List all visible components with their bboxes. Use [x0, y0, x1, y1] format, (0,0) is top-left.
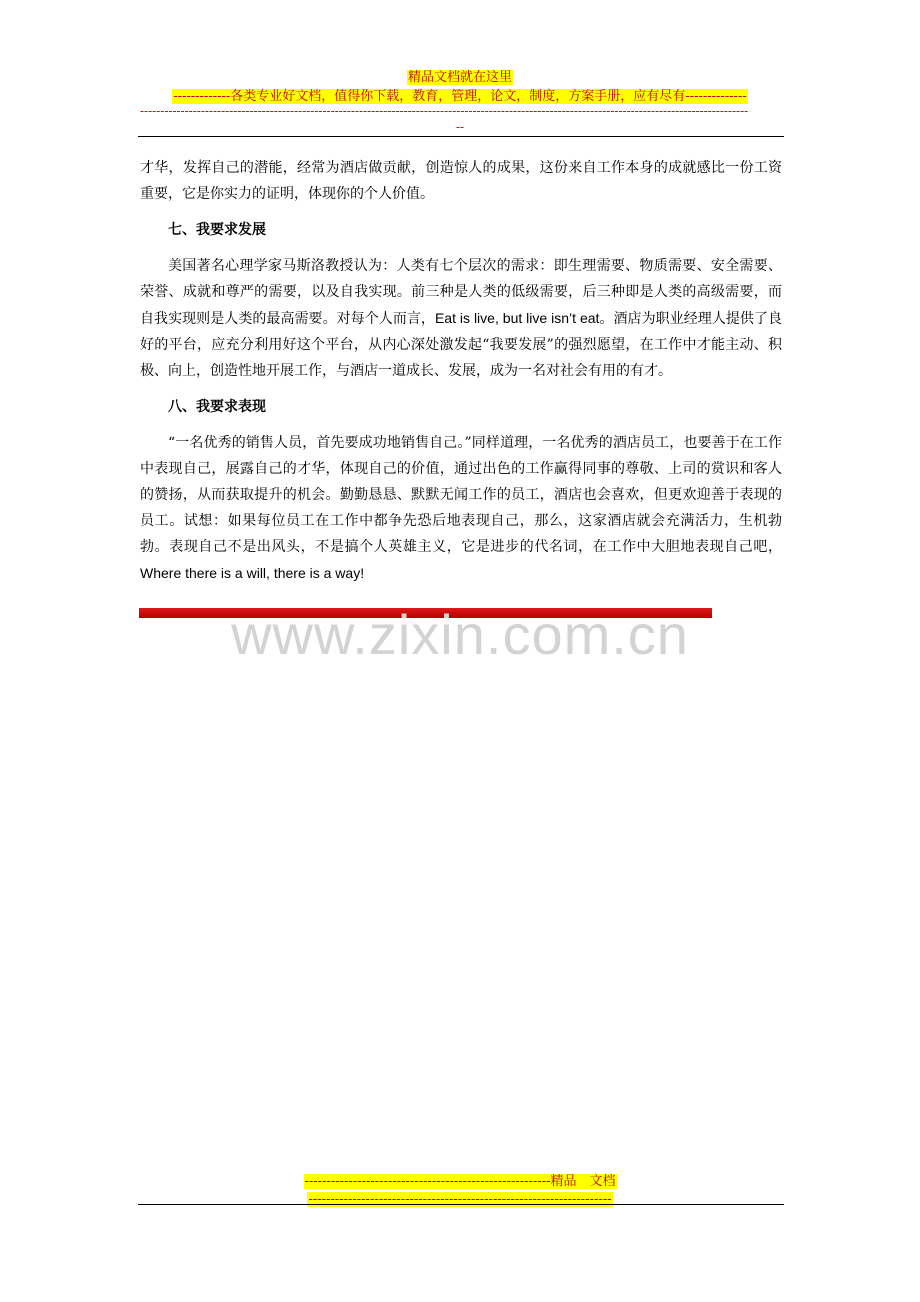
- header-subtitle: [0, 85, 920, 105]
- document-body: [140, 155, 782, 587]
- paragraph-7-text-a: 美国著名心理学家马斯洛教授认为：人类有七个层次的需求：即生理需要、物质需要、安全需要、荣誉、成就和尊严的需要，以及自我实现。前三种是人类的低级需要，后三种即是人类的高级需要，而自我实现则是人类的最高需要。对每个人而言，: [140, 258, 782, 327]
- footer-line2-text: ---------------------------------------------------------------------: [308, 1192, 612, 1207]
- footer-line1-text: --------------------------------------------------------精品 文档: [304, 1174, 616, 1189]
- section-heading-7: 七、我要求发展: [168, 222, 266, 238]
- footer-line1: [0, 1170, 920, 1190]
- header-dashes-line2: --: [455, 120, 465, 134]
- header-dashes-line1: ------------------------------------------------------------------------------------------------------------------------------------------------------: [140, 104, 749, 118]
- watermark-text: www.zixin.com.cn: [231, 603, 689, 666]
- header-divider: [138, 136, 784, 137]
- header-title-text: 精品文档就在这里: [407, 70, 512, 85]
- paragraph-8-english-quote: Where there is a will, there is a way!: [140, 565, 365, 581]
- paragraph-7-text-b: 。酒店为职业经理人提供了良好的平台，应充分利用好这个平台，从内心深处激发起“我要发展”的强烈愿望，在工作中才能主动、积极、向上，创造性地开展工作，与酒店一道成长、发展，成为一名对社会有用的有才。: [140, 311, 783, 379]
- paragraph-section-7: [140, 253, 782, 384]
- section-heading-8: 八、我要求表现: [168, 399, 266, 415]
- paragraph-intro: 才华，发挥自己的潜能，经常为酒店做贡献，创造惊人的成果，这份来自工作本身的成就感比一份工资重要，它是你实力的证明，体现你的个人价值。: [140, 160, 782, 202]
- paragraph-7-english-quote: Eat is live, but live isn’t eat: [434, 310, 600, 326]
- footer-line2: [0, 1188, 920, 1208]
- footer-divider: [138, 1204, 784, 1205]
- header-title: [0, 66, 920, 86]
- header-subtitle-text: -------------各类专业好文档，值得你下载，教育，管理，论文，制度，方案手册，应有尽有--------------: [173, 89, 747, 104]
- paragraph-8-text: “一名优秀的销售人员，首先要成功地销售自己。”同样道理，一名优秀的酒店员工，也要善于在工作中表现自己，展露自己的才华，体现自己的价值，通过出色的工作赢得同事的尊敬、上司的赏识和客人的赞扬，从而获取提升的机会。勤勤恳恳、默默无闻工作的员工，酒店也会喜欢，但更欢迎善于表现的员工。试想：如果每位员工在工作中都争先恐后地表现自己，那么，这家酒店就会充满活力，生机勃勃。表现自己不是出风头，不是搞个人英雄主义，它是进步的代名词，在工作中大胆地表现自己吧，: [140, 435, 782, 555]
- paragraph-section-8: [140, 430, 782, 587]
